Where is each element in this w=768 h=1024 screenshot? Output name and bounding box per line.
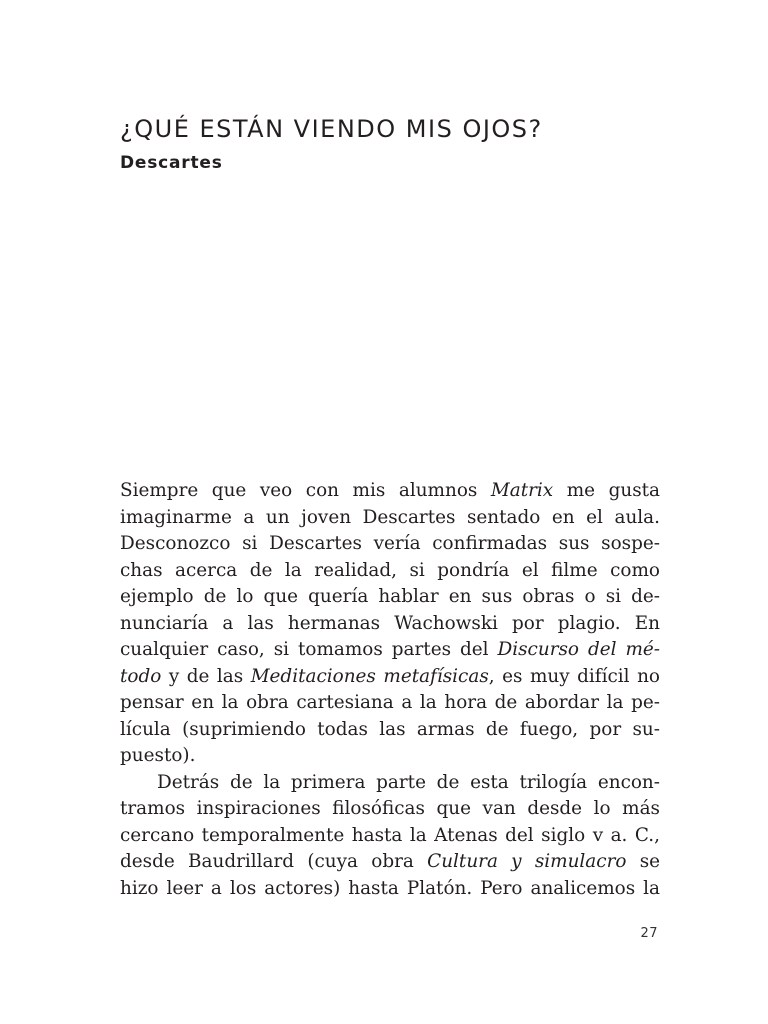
italic-title: Meditaciones metafísicas xyxy=(250,665,489,687)
text-segment: lícula (suprimiendo todas las armas de fuego, por su- xyxy=(120,718,660,740)
text-line xyxy=(120,558,660,585)
text-line xyxy=(120,531,660,558)
text-segment: cualquier caso, si tomamos partes del xyxy=(120,639,498,660)
text-segment: chas acerca de la realidad, si pondría el filme como xyxy=(120,559,660,581)
text-segment: pensar en la obra cartesiana a la hora de abordar la pe- xyxy=(120,692,660,713)
text-line xyxy=(120,823,660,850)
italic-title: todo xyxy=(120,665,162,687)
text-line xyxy=(120,876,660,903)
text-line xyxy=(120,849,660,876)
chapter-subtitle: Descartes xyxy=(120,153,223,173)
text-segment: desde Baudrillard (cuya obra xyxy=(120,851,428,872)
italic-title: Matrix xyxy=(490,480,554,501)
text-line xyxy=(120,505,660,532)
text-line xyxy=(120,770,660,797)
paragraph-1 xyxy=(120,478,660,770)
text-line xyxy=(120,584,660,611)
text-segment: cercano temporalmente hasta la Atenas del siglo v a. C., xyxy=(120,824,660,846)
text-segment: me gusta xyxy=(553,480,660,501)
text-segment: tramos inspiraciones filosóficas que van desde lo más xyxy=(120,798,660,819)
page-number: 27 xyxy=(640,926,658,941)
text-segment: , es muy difícil no xyxy=(488,665,660,687)
text-segment: se xyxy=(626,851,660,872)
text-line xyxy=(120,796,660,823)
text-segment: Desconozco si Descartes vería confirmadas sus sospe- xyxy=(120,533,660,554)
body-text xyxy=(120,478,660,902)
text-segment: ejemplo de lo que quería hablar en sus obras o si de- xyxy=(120,586,660,607)
paragraph-2 xyxy=(120,770,660,903)
italic-title: Discurso del mé- xyxy=(497,639,660,660)
text-segment: imaginarme a un joven Descartes sentado en el aula. xyxy=(120,506,660,528)
text-segment: y de las xyxy=(161,665,251,687)
chapter-title: ¿QUÉ ESTÁN VIENDO MIS OJOS? xyxy=(120,115,543,143)
text-line xyxy=(120,717,660,744)
text-line xyxy=(120,478,660,505)
italic-title: Cultura y simulacro xyxy=(427,851,627,872)
text-line xyxy=(120,637,660,664)
text-line xyxy=(120,743,660,770)
text-line xyxy=(120,611,660,638)
text-segment: nunciaría a las hermanas Wachowski por plagio. En xyxy=(120,612,660,634)
text-segment: Detrás de la primera parte de esta trilogía encon- xyxy=(157,771,660,793)
text-segment: Siempre que veo con mis alumnos xyxy=(120,480,491,501)
text-segment: hizo leer a los actores) hasta Platón. Pero analicemos la xyxy=(120,877,660,899)
text-line xyxy=(120,690,660,717)
text-line xyxy=(120,664,660,691)
text-segment: puesto). xyxy=(120,745,196,766)
